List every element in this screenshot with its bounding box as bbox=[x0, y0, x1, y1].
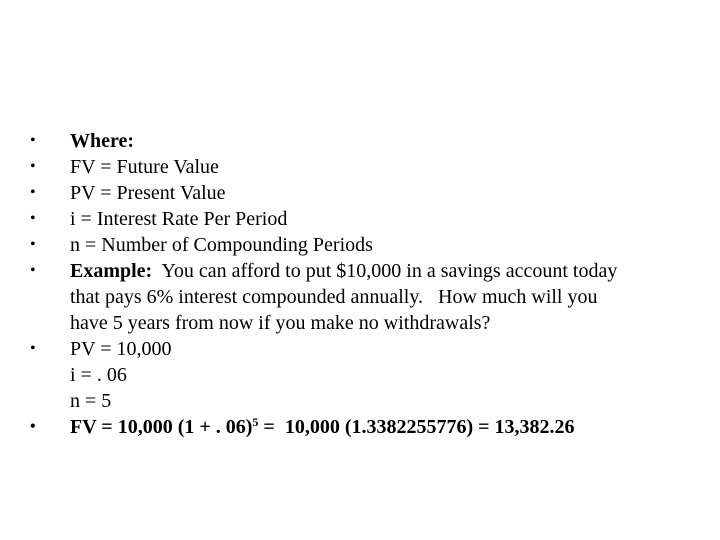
fv-formula bbox=[70, 416, 575, 438]
i-value: i = . 06 bbox=[70, 364, 127, 386]
bullet-list bbox=[30, 128, 700, 440]
list-item-n-definition bbox=[30, 232, 700, 258]
bullet-icon: • bbox=[30, 262, 36, 279]
bullet-icon: • bbox=[30, 184, 36, 201]
pv-definition: PV = Present Value bbox=[70, 182, 226, 204]
fv-formula-start: FV = 10,000 (1 + . 06) bbox=[70, 416, 253, 438]
i-definition: i = Interest Rate Per Period bbox=[70, 208, 288, 230]
bullet-icon: • bbox=[30, 236, 36, 253]
fv-definition: FV = Future Value bbox=[70, 156, 219, 178]
n-definition: n = Number of Compounding Periods bbox=[70, 234, 373, 256]
list-item-example bbox=[30, 258, 700, 336]
example-text-1: You can afford to put $10,000 in a savings account today bbox=[152, 260, 618, 282]
example-label: Example: bbox=[70, 260, 153, 282]
list-item-fv-definition bbox=[30, 154, 700, 180]
example-line-1 bbox=[70, 258, 700, 284]
example-line-2: that pays 6% interest compounded annually. How much will you bbox=[70, 286, 598, 308]
fv-formula-end: = 10,000 (1.3382255776) = 13,382.26 bbox=[258, 416, 575, 438]
list-item-given-values bbox=[30, 336, 700, 414]
list-item-fv-formula bbox=[30, 414, 700, 440]
n-value: n = 5 bbox=[70, 390, 112, 412]
fv-formula-exponent: 5 bbox=[252, 415, 259, 429]
list-item-where bbox=[30, 128, 700, 154]
list-item-i-definition bbox=[30, 206, 700, 232]
bullet-icon: • bbox=[30, 418, 36, 435]
where-heading: Where: bbox=[70, 130, 135, 152]
example-line-3: have 5 years from now if you make no withdrawals? bbox=[70, 312, 491, 334]
bullet-icon: • bbox=[30, 132, 36, 149]
bullet-icon: • bbox=[30, 210, 36, 227]
pv-value: PV = 10,000 bbox=[70, 338, 172, 360]
list-item-pv-definition bbox=[30, 180, 700, 206]
bullet-icon: • bbox=[30, 158, 36, 175]
bullet-icon: • bbox=[30, 340, 36, 357]
